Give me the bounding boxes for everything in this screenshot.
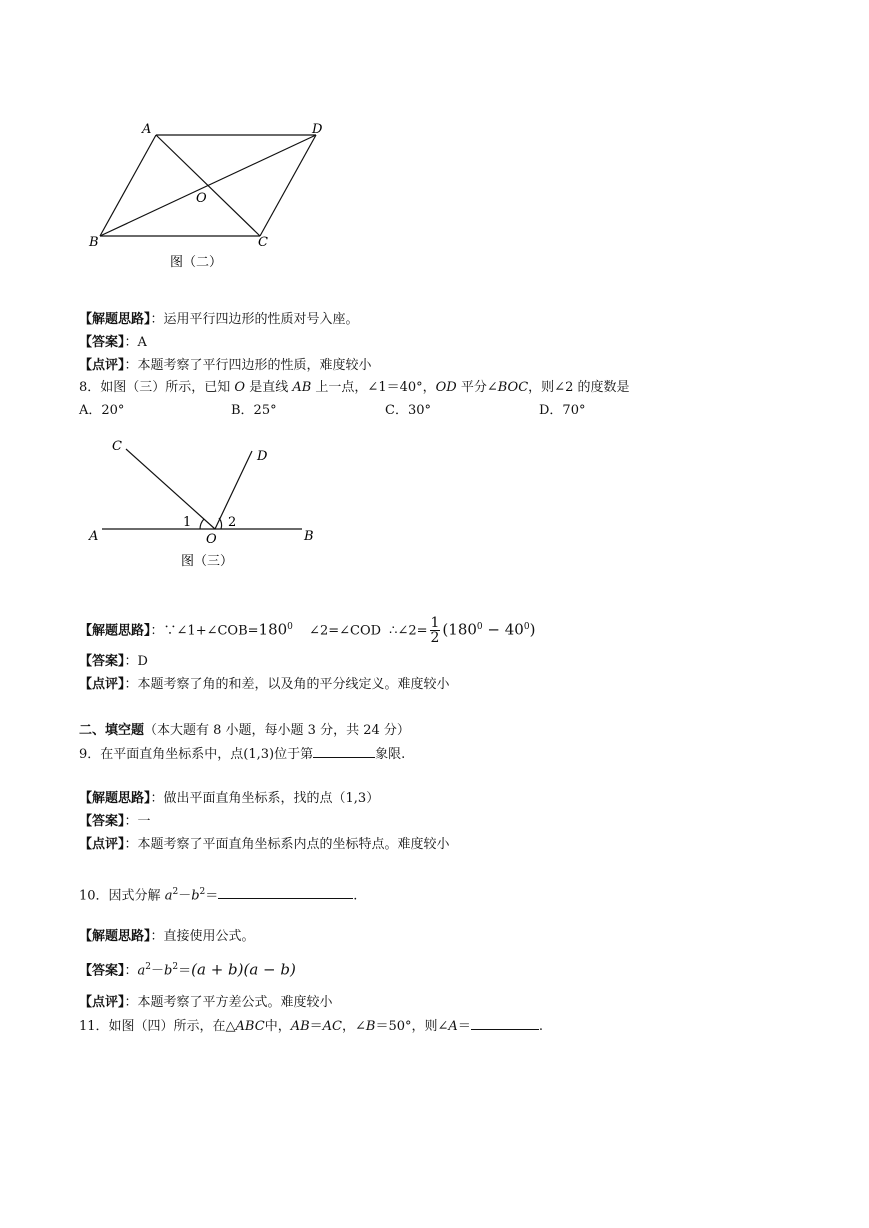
q8-stem: 8．如图（三）所示，已知 O 是直线 AB 上一点，∠1＝40°，OD 平分∠BOC，则∠2 的度数是 [79,380,630,395]
q7-answer: 【答案】：A [79,335,147,350]
option-d: D．70° [539,403,586,418]
point-C-label: C [112,439,122,454]
q9-idea: 【解题思路】：做出平面直角坐标系，找的点（1,3） [79,791,380,806]
answer-blank [471,1017,539,1030]
q9-review: 【点评】：本题考察了平面直角坐标系内点的坐标特点。难度较小 [79,837,450,852]
angle-2-label: 2 [228,515,237,530]
fraction-one-half: $\frac{1}{2}$ [430,615,440,647]
vertex-B-label: B [89,235,99,250]
option-c: C．30° [385,403,431,418]
vertex-C-label: C [258,235,268,250]
q9-answer: 【答案】：一 [79,814,151,829]
figure-angles [80,430,330,580]
option-b: B．25° [231,403,277,418]
q9-stem: 9．在平面直角坐标系中，点(1,3)位于第 象限. [79,747,406,762]
point-O-label: O [206,532,217,547]
option-a: A．20° [79,403,125,418]
q10-stem: 10．因式分解 $a^2-b^2=$ . [79,887,358,904]
point-A-label: A [89,529,99,544]
q8-review: 【点评】：本题考察了角的和差，以及角的平分线定义。难度较小 [79,677,450,692]
figure-caption: 图（三） [181,554,234,569]
q10-answer: 【答案】：$a^2-b^2=(a + b)(a - b)$ [79,960,296,979]
q11-stem: 11．如图（四）所示，在△ABC中，AB＝AC，∠B＝50°，则∠A＝ . [79,1019,543,1034]
q10-idea: 【解题思路】：直接使用公式。 [79,929,255,944]
section-heading: 二、填空题（本大题有 8 小题，每小题 3 分，共 24 分） [79,723,410,738]
figure-caption: 图（二） [170,255,223,270]
q7-idea: 【解题思路】：运用平行四边形的性质对号入座。 [79,312,359,327]
q8-answer: 【答案】：D [79,654,148,669]
angle-1-label: 1 [183,515,192,530]
point-B-label: B [304,529,314,544]
q7-review: 【点评】：本题考察了平行四边形的性质，难度较小 [79,358,372,373]
q8-idea: 【解题思路】：$\because\angle 1+\angle COB=180^0$ ∠2=∠COD ∴∠2= $\frac{1}{2}$ $(180^0 - 40^0)$ [79,615,536,647]
vertex-D-label: D [312,122,323,137]
point-D-label: D [257,449,268,464]
answer-blank [218,886,353,899]
q8-options [79,402,679,420]
vertex-O-label: O [196,191,207,206]
q10-review: 【点评】：本题考察了平方差公式。难度较小 [79,995,333,1010]
vertex-A-label: A [142,122,152,137]
figure-parallelogram [80,115,340,275]
answer-blank [313,745,375,758]
